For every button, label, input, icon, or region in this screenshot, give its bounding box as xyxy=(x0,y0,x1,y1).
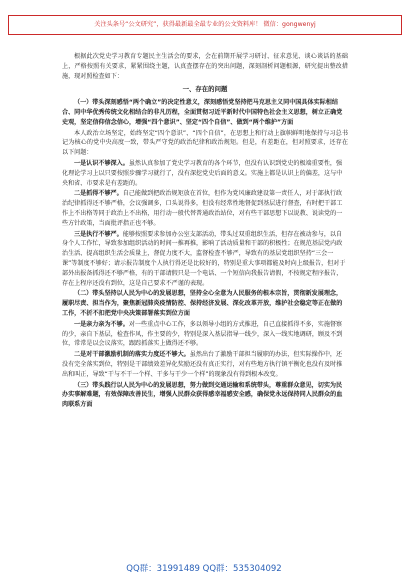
section-heading: 一、存在的问题 xyxy=(182,85,228,94)
footer-contact: QQ群：31991489 QQ群：535304092 xyxy=(126,564,282,574)
body-paragraph xyxy=(62,230,348,289)
promo-banner: 关注头条号“公文研究”，获得最新最全最专业的公文资料库！ 微信：gongwenyj xyxy=(8,15,402,35)
paragraph-text: 自己能做到把政治规矩放在首位，但作为党风廉政建设第一责任人，对于部执行政治纪律抓得还不够严格，会议强调多，口头说得多，但没有经常性地督促到基层进行督查，有时把干部工作上不出格等同于政治上不出格，用行动一般代替普通政治站位，对有些干部思想下以说教、说读党的一些方针政策，当面批评指正也不够。 xyxy=(62,190,343,227)
paragraph-lead: 三是执行不够严。 xyxy=(74,230,123,238)
paragraph-text: 虽然认真参加了党史学习教育的各个环节，但没有认识到党史的极端重要性，强化理论学习上以只要按照步骤学习就行了，没有深挖党史后面的意义。实施上都是认识上的偏差，这与中央和省、市要求是有差距的。 xyxy=(62,159,343,187)
subsection-heading: （二）带头坚持以人民为中心的发展思想，坚持全心全意为人民服务的根本宗旨，贯彻新发展理念，履职尽责、担当作为，聚焦新冠肺炎疫情防控、保持经济发展、深化改革开放，维护社会稳定等正在做的工作，不折不扣把党中央决策部署落实到位方面 xyxy=(62,290,343,317)
subsection-heading: （一）带头深刻感悟“两个确立”的决定性意义，深刻感悟党坚持把马克思主义同中国具体实际相结合、同中华优秀传统文化相结合的非凡历程，全面贯彻习近平新时代中国特色社会主义思想，树立正确党史观，坚定信仰信念信心，增强“四个意识”、坚定“四个自信”、做到“两个维护”方面 xyxy=(62,99,343,126)
paragraph-text: 能够按照要求参加办公室支部活动，带头过双重组织生活，但存在被动参与，以自身个人工作忙，导致参加组织活动的时间一推再推，影响了活动质量和干部的积极性；在规范基层党内政治生活、提高组织生活会质量上，督促力度不大，监督检查不够严，导致有的基层党组织坚持“三会一课”等制度不够好；请示报告制度个人执行得还是比较好的，特别是重大事项都能及时向上级报告，但对于部外出报备抓得还不够严格，有的干部请假只是一个电话、一个短信向我报告请假，不按规定程序报告，存在上程序还没有到位，这是自己要求不严谨的表现。 xyxy=(62,230,346,287)
paragraph-lead: 二是对干部激励机制的落实力度还不够大。 xyxy=(74,351,190,359)
paragraph-lead: 一是亲力亲为不够。 xyxy=(74,320,129,328)
body-paragraph xyxy=(62,320,348,349)
intro-paragraph: 根据此次党史学习教育专题民主生活会的要求，会在前期开展学习研讨、征求意见、谈心谈话的基础上，严格按照有关要求，紧紧围绕主题，认真查摆存在的突出问题，深刻剖析问题根源，研究提出整改措施，现对照检查如下： xyxy=(62,53,348,80)
paragraph-lead: 二是抓得不够严。 xyxy=(74,190,123,198)
body-paragraph xyxy=(62,189,348,228)
paragraph-lead: 一是认识不够深入。 xyxy=(74,159,129,167)
subsection-heading: （三）带头践行以人民为中心的发展思想，努力做到交通运输和系统带头，尊重群众意见，切实为民办实事解难题，有效保障改善民生，增强人民群众获得感幸福感安全感，确保党永远保持同人民群众的血肉联系方面 xyxy=(62,381,343,409)
document-body xyxy=(62,52,348,411)
paragraph-text: 对一些重点中心工作，多以领导小组的方式推进，自己直接抓得不多，实施督察的少，亲自下基层，检查作风，作主要的少，特别是深入基层指导一线少，深入一线实地调研，顾及不到位，常常是以会议落实，跟踪抓落实上做得还不够。 xyxy=(62,320,343,348)
paragraph-text: 虽然出台了激励干部担当履职的办法，但实际操作中，还没有完全落实到位，特别是干部绩效差异化奖励还没有真正实行，对有些地方执行镇平衡化也没有及时推出和叫正，导致“干与不干一个样、干多与干少一个样”的现象没有得到根本改变。 xyxy=(62,351,343,378)
body-paragraph xyxy=(62,159,348,188)
body-paragraph: 本人政治立场坚定，始终坚定“四个意识”、“四个自信”，在思想上和行动上旗帜鲜明地保持与习总书记为核心的党中央高度一致，带头严守党的政治纪律和政治规矩。但是，有差距在，但对照要求，还存在以下问题： xyxy=(62,129,348,157)
body-paragraph xyxy=(62,350,348,379)
